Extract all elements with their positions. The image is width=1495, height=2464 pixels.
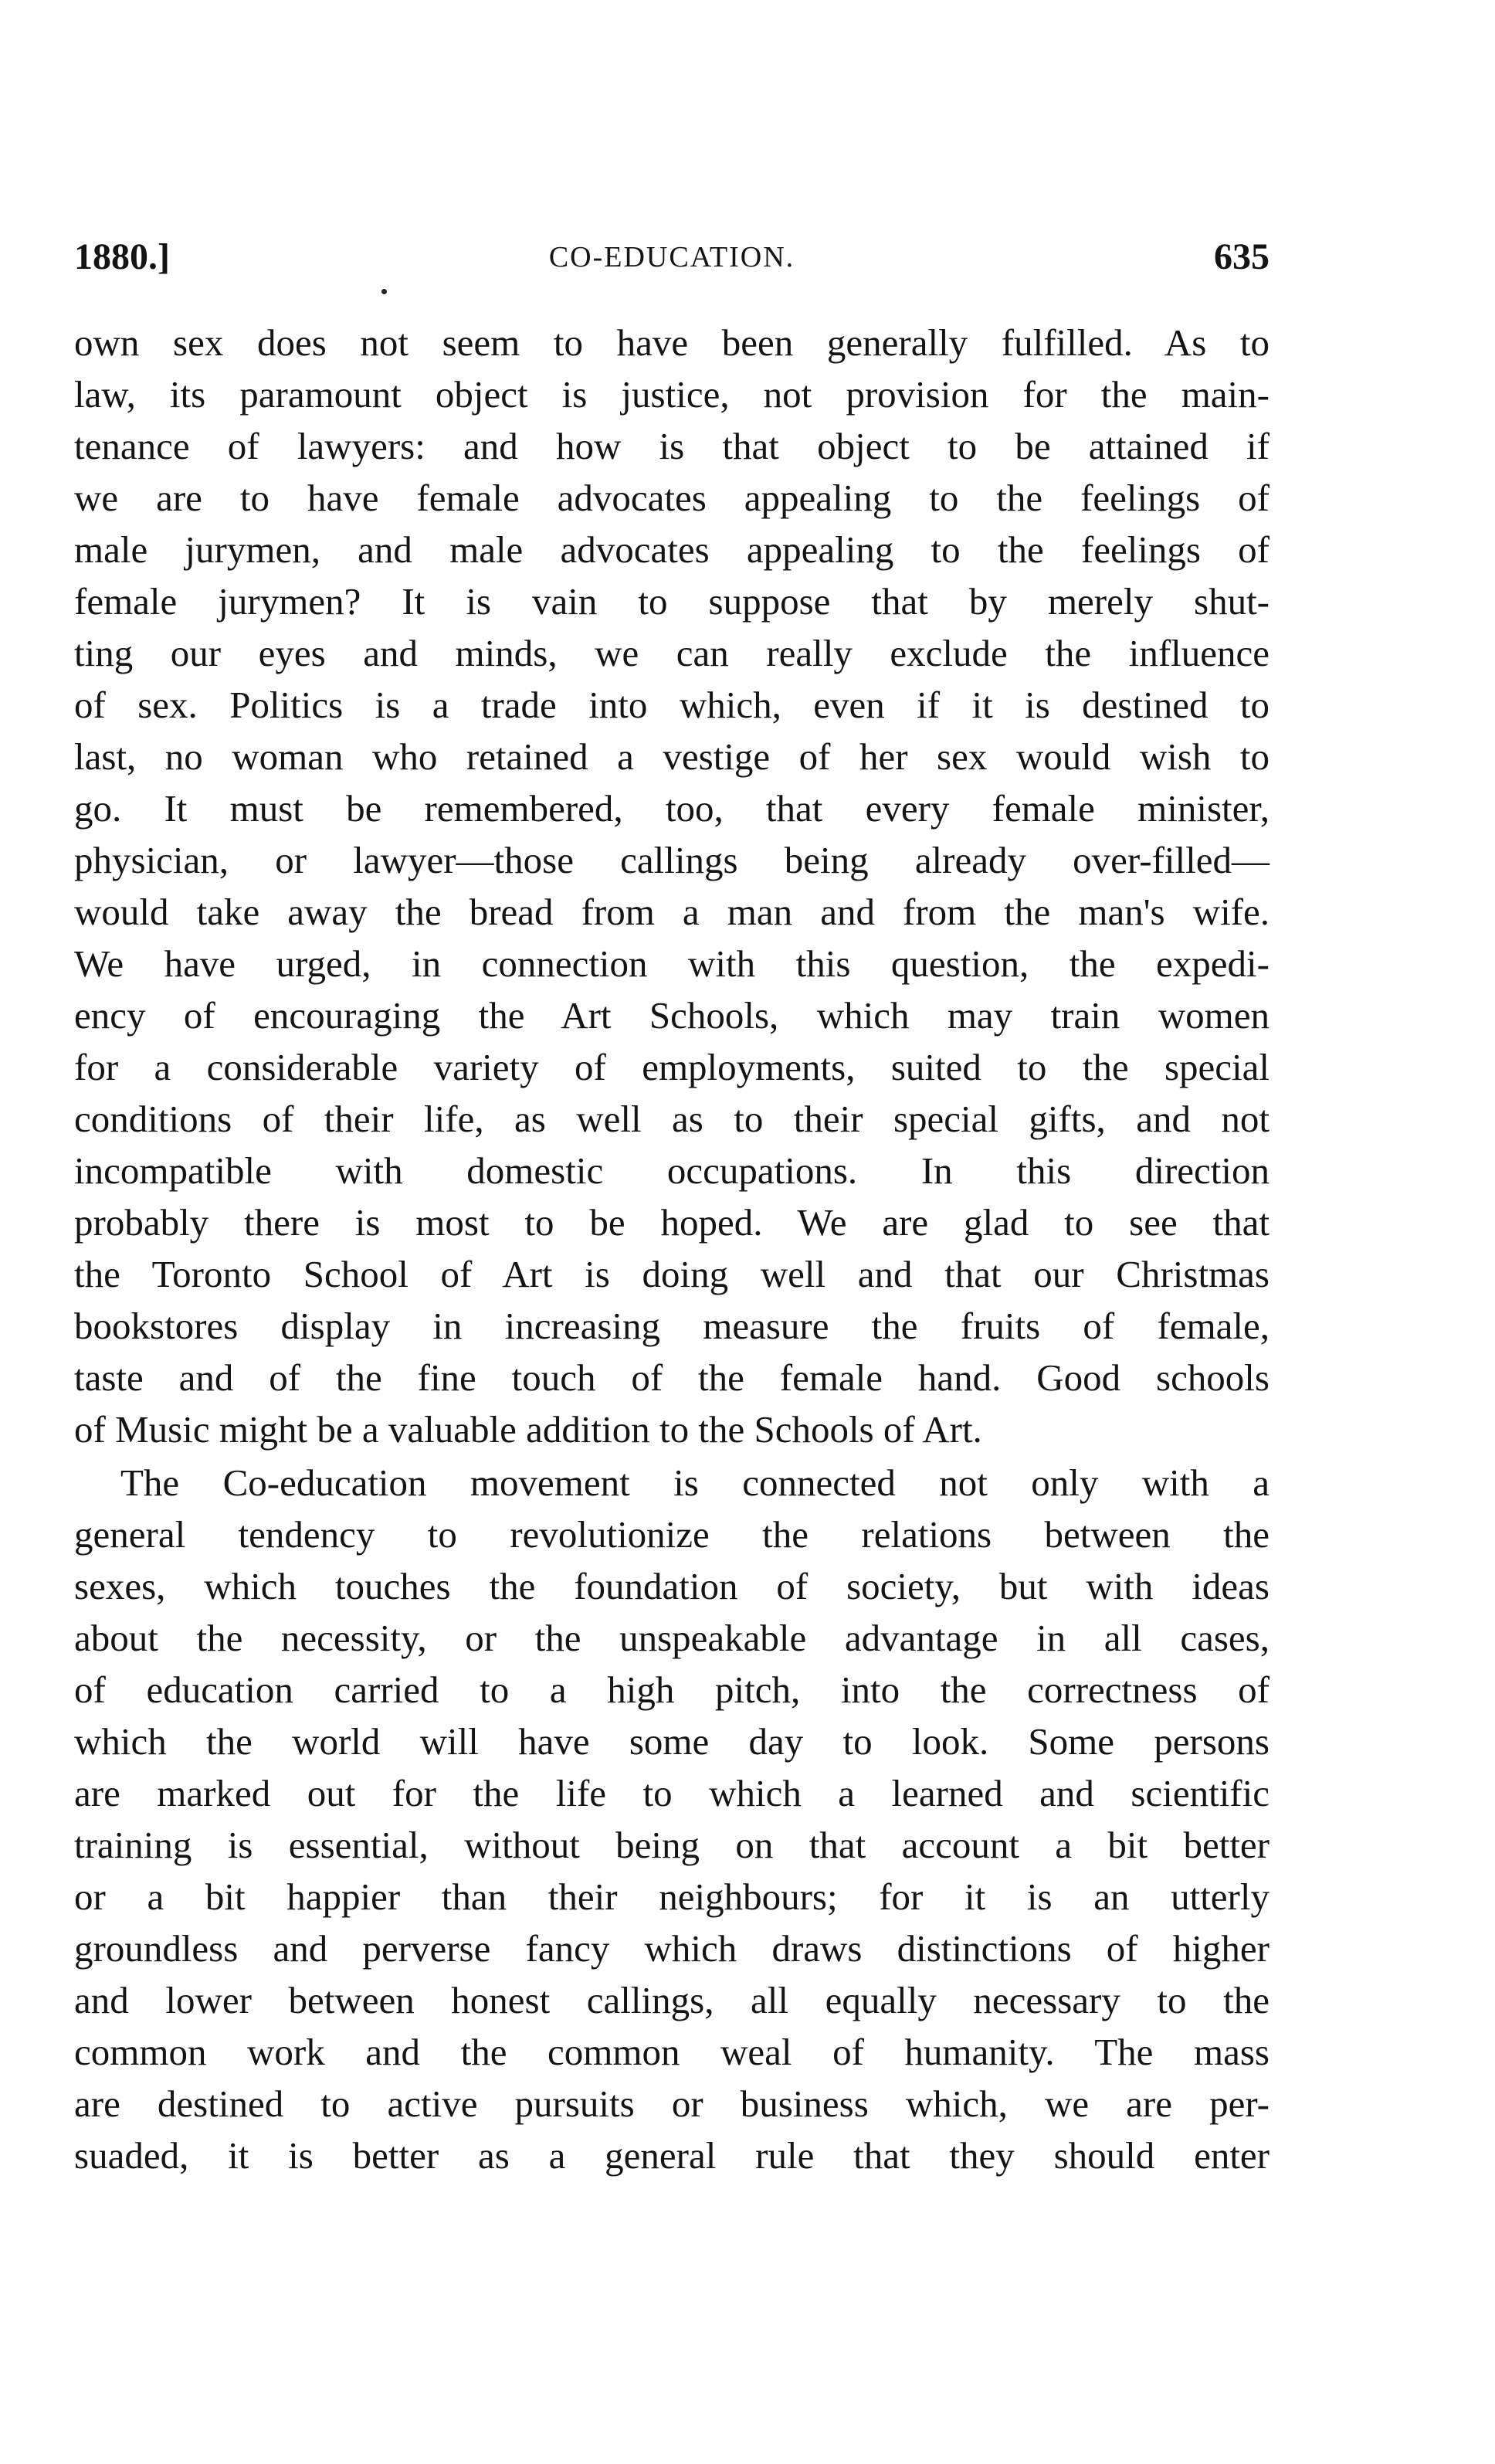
text-line: are marked out for the life to which a learned and scientific [74,1772,1270,1814]
page-number: 635 [1214,236,1270,277]
text-line: are destined to active pursuits or business which, we are per- [74,2082,1270,2125]
text-line: about the necessity, or the unspeakable advantage in all cases, [74,1617,1270,1659]
running-header [74,230,1270,284]
text-line: incompatible with domestic occupations. In this direction [74,1149,1270,1192]
text-line: which the world will have some day to look. Some persons [74,1720,1270,1763]
text-line: The Co-education movement is connected not only with a [120,1461,1270,1504]
text-line: law, its paramount object is justice, not provision for the main- [74,373,1270,416]
text-line: own sex does not seem to have been generally fulfilled. As to [74,321,1270,364]
text-line: and lower between honest callings, all equally necessary to the [74,1979,1270,2021]
text-line: of sex. Politics is a trade into which, even if it is destined to [74,684,1270,726]
text-line: groundless and perverse fancy which draws distinctions of higher [74,1927,1270,1970]
text-line: taste and of the fine touch of the female hand. Good schools [74,1356,1270,1399]
paragraph-2 [74,1457,1270,2181]
text-line: suaded, it is better as a general rule that they should enter [74,2134,1270,2177]
text-line: general tendency to revolutionize the relations between the [74,1513,1270,1556]
text-line: go. It must be remembered, too, that every female minister, [74,787,1270,830]
text-line: the Toronto School of Art is doing well and that our Christmas [74,1253,1270,1295]
text-line: or a bit happier than their neighbours; for it is an utterly [74,1875,1270,1918]
text-line: bookstores display in increasing measure the fruits of female, [74,1305,1270,1347]
paragraph-1 [74,317,1270,1455]
text-line: We have urged, in connection with this question, the expedi- [74,942,1270,985]
text-line: physician, or lawyer—those callings being already over-filled— [74,839,1270,881]
print-speck [381,289,387,294]
text-line: for a considerable variety of employments, suited to the special [74,1046,1270,1088]
text-line: male jurymen, and male advocates appealing to the feelings of [74,528,1270,571]
text-line: tenance of lawyers: and how is that object to be attained if [74,425,1270,467]
text-line: we are to have female advocates appealing to the feelings of [74,477,1270,519]
body-text [74,317,1270,2181]
text-line: conditions of their life, as well as to their special gifts, and not [74,1098,1270,1140]
text-line: ting our eyes and minds, we can really exclude the influence [74,632,1270,674]
text-line: training is essential, without being on that account a bit better [74,1824,1270,1866]
text-line: sexes, which touches the foundation of society, but with ideas [74,1565,1270,1607]
text-line: common work and the common weal of humanity. The mass [74,2031,1270,2073]
header-year: 1880.] [74,236,170,277]
text-line: would take away the bread from a man and from the man's wife. [74,891,1270,933]
text-line: female jurymen? It is vain to suppose that by merely shut- [74,580,1270,623]
text-line: ency of encouraging the Art Schools, which may train women [74,994,1270,1037]
text-line: probably there is most to be hoped. We are glad to see that [74,1201,1270,1244]
text-line: of Music might be a valuable addition to the Schools of Art. [74,1408,982,1451]
text-line: of education carried to a high pitch, into the correctness of [74,1668,1270,1711]
header-title: CO-EDUCATION. [548,241,795,273]
text-line: last, no woman who retained a vestige of her sex would wish to [74,735,1270,778]
